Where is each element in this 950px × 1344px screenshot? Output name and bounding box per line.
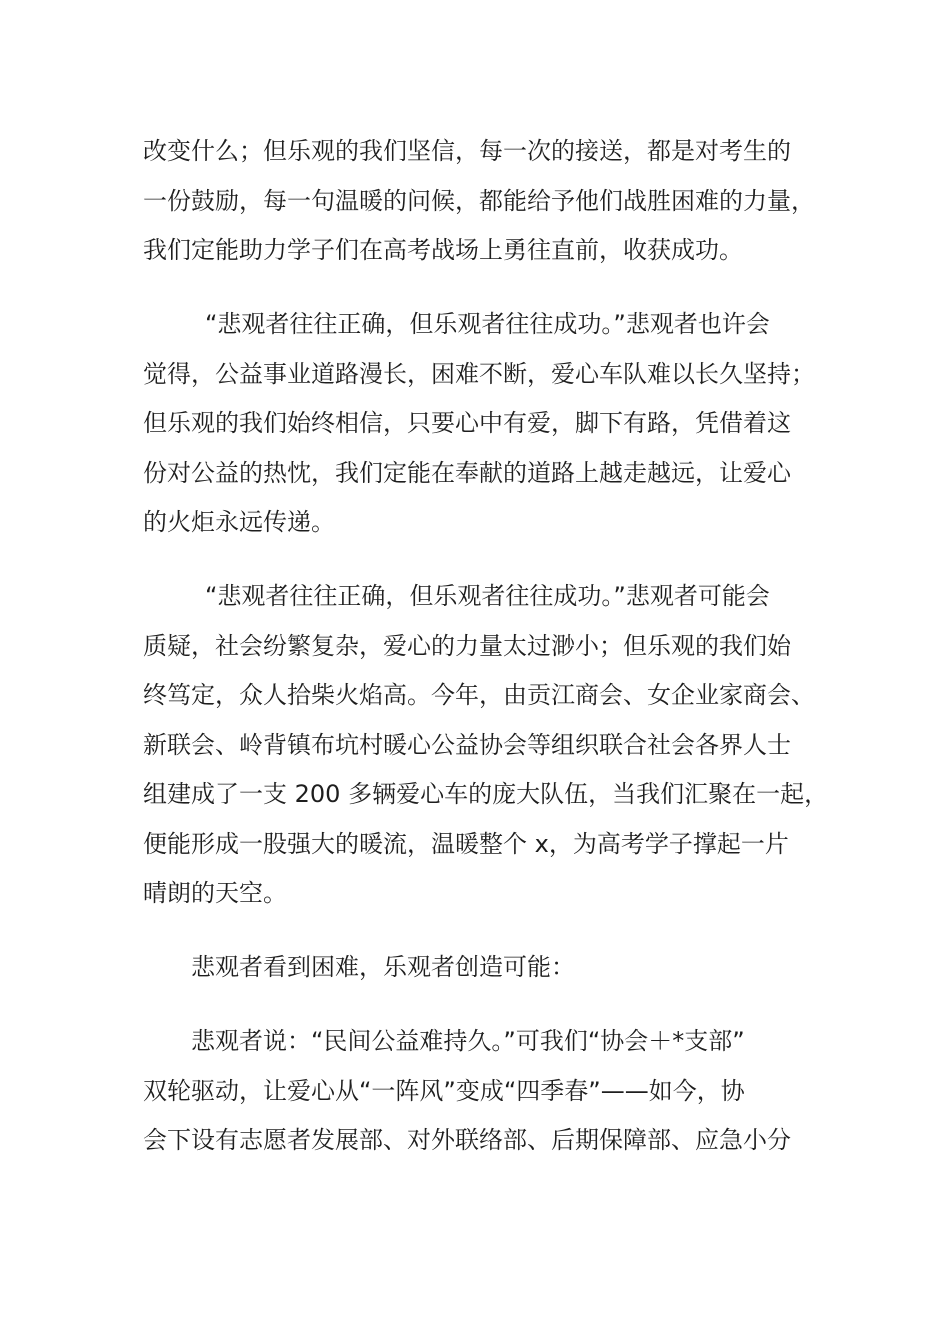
text-line: 悲观者看到困难，乐观者创造可能：	[191, 953, 575, 981]
paragraph-2	[143, 300, 815, 548]
text-line: 悲观者说：“民间公益难持久。”可我们“协会＋*支部”	[191, 1027, 745, 1055]
text-line: 我们定能助力学子们在高考战场上勇往直前，收获成功。	[143, 236, 743, 264]
document-body	[143, 127, 829, 1190]
text-line: 组建成了一支 200 多辆爱心车的庞大队伍，当我们汇聚在一起，	[143, 780, 829, 808]
text-line: 觉得，公益事业道路漫长，困难不断，爱心车队难以长久坚持；	[143, 359, 815, 388]
text-line: 但乐观的我们始终相信，只要心中有爱，脚下有路，凭借着这	[143, 409, 791, 437]
text-line: 便能形成一股强大的暖流，温暖整个 x，为高考学子撑起一片	[143, 829, 789, 858]
text-line: 质疑，社会纷繁复杂，爱心的力量太过渺小；但乐观的我们始	[143, 631, 791, 660]
text-line: 份对公益的热忱，我们定能在奉献的道路上越走越远，让爱心	[143, 458, 791, 487]
text-line: 双轮驱动，让爱心从“一阵风”变成“四季春”——如今，协	[143, 1076, 745, 1105]
text-line: 的火炬永远传递。	[143, 508, 335, 536]
text-line: 终笃定，众人拾柴火焰高。今年，由贡江商会、女企业家商会、	[143, 681, 815, 709]
text-line: “悲观者往往正确，但乐观者往往成功。”悲观者也许会	[205, 310, 770, 338]
paragraph-1	[143, 127, 815, 276]
text-line: 一份鼓励，每一句温暖的问候，都能给予他们战胜困难的力量，	[143, 186, 815, 215]
text-line: “悲观者往往正确，但乐观者往往成功。”悲观者可能会	[205, 582, 770, 610]
paragraph-3	[143, 572, 829, 919]
text-line: 会下设有志愿者发展部、对外联络部、后期保障部、应急小分	[143, 1126, 791, 1154]
paragraph-5	[143, 1017, 803, 1166]
text-line: 改变什么；但乐观的我们坚信，每一次的接送，都是对考生的	[143, 137, 791, 165]
text-line: 晴朗的天空。	[143, 879, 287, 907]
text-line: 新联会、岭背镇布坑村暖心公益协会等组织联合社会各界人士	[143, 730, 791, 759]
paragraph-4	[143, 943, 803, 993]
